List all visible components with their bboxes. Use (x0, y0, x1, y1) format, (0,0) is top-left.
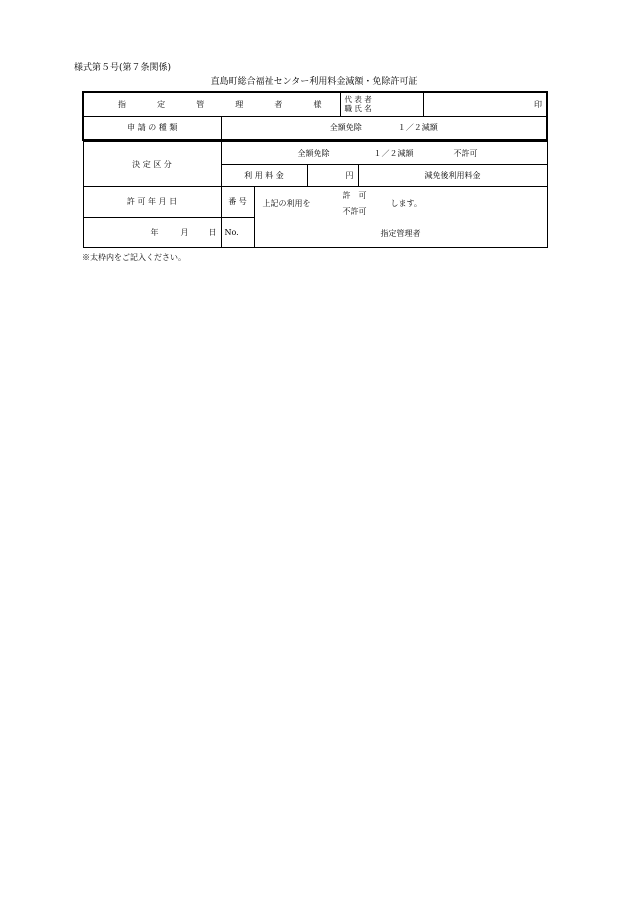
permit-statement-lead: 上記の利用を (262, 199, 311, 208)
representative-name-field[interactable] (423, 92, 547, 116)
reduced-fee-label (358, 165, 547, 187)
permit-number-field[interactable] (221, 217, 254, 248)
permit-statement-tail: します。 (390, 199, 422, 208)
date-day-label: 日 (208, 227, 217, 237)
permit-date-label-text: 許 可 年 月 日 (126, 197, 178, 207)
permit-statement-cell (254, 187, 547, 248)
document-title: 直島町総合福祉センター利用料金減額・免除許可証 (210, 77, 418, 87)
decision-option-full-exemption[interactable]: 全額免除 (297, 148, 330, 158)
rep-label-line1: 代 表 者 (344, 95, 372, 105)
decision-option-denied[interactable]: 不許可 (453, 148, 478, 158)
reduced-fee-label-text: 減免後利用料金 (424, 171, 481, 180)
date-year-label: 年 (150, 227, 159, 237)
permit-number-prefix: No. (224, 227, 239, 237)
manager-label-4: 理 (235, 99, 244, 109)
usage-fee-label (221, 165, 307, 187)
decision-option-half-reduction[interactable]: １／２減額 (373, 148, 414, 158)
form-number: 様式第５号(第７条関係) (74, 63, 172, 73)
rep-label-line2: 職 氏 名 (344, 104, 372, 114)
application-type-options[interactable] (221, 116, 547, 140)
manager-label-6: 様 (313, 99, 322, 109)
date-month-label: 月 (180, 227, 189, 237)
usage-fee-field[interactable] (307, 165, 358, 187)
usage-fee-label-text: 利 用 料 金 (244, 171, 284, 180)
type-option-full-exemption[interactable]: 全額免除 (329, 123, 362, 133)
seal-mark: 印 (534, 99, 542, 109)
manager-label-2: 定 (157, 99, 166, 109)
permit-number-label (221, 187, 254, 218)
representative-label-cell (340, 92, 423, 116)
type-option-half-reduction[interactable]: １／２減額 (397, 123, 438, 133)
manager-label-5: 者 (274, 99, 283, 109)
permit-date-label (83, 187, 221, 218)
manager-label-1: 指 (118, 99, 126, 109)
usage-fee-unit: 円 (345, 171, 354, 180)
decision-label (83, 142, 221, 187)
permit-option-deny[interactable]: 不許可 (342, 207, 367, 216)
permit-form-table (82, 91, 548, 248)
manager-label-3: 管 (196, 99, 205, 109)
permit-option-grant[interactable]: 許 可 (342, 191, 367, 200)
decision-label-text: 決 定 区 分 (132, 159, 172, 169)
footer-note: ※太枠内をご記入ください。 (82, 253, 186, 262)
manager-name-cell[interactable] (83, 92, 340, 116)
permit-number-label-text: 番 号 (228, 197, 247, 207)
application-type-label-text: 申 請 の 種 類 (127, 123, 178, 133)
application-type-label (83, 116, 221, 140)
decision-options[interactable] (221, 142, 547, 165)
permit-date-field[interactable] (83, 217, 221, 248)
designated-manager-signature: 指定管理者 (380, 229, 421, 238)
